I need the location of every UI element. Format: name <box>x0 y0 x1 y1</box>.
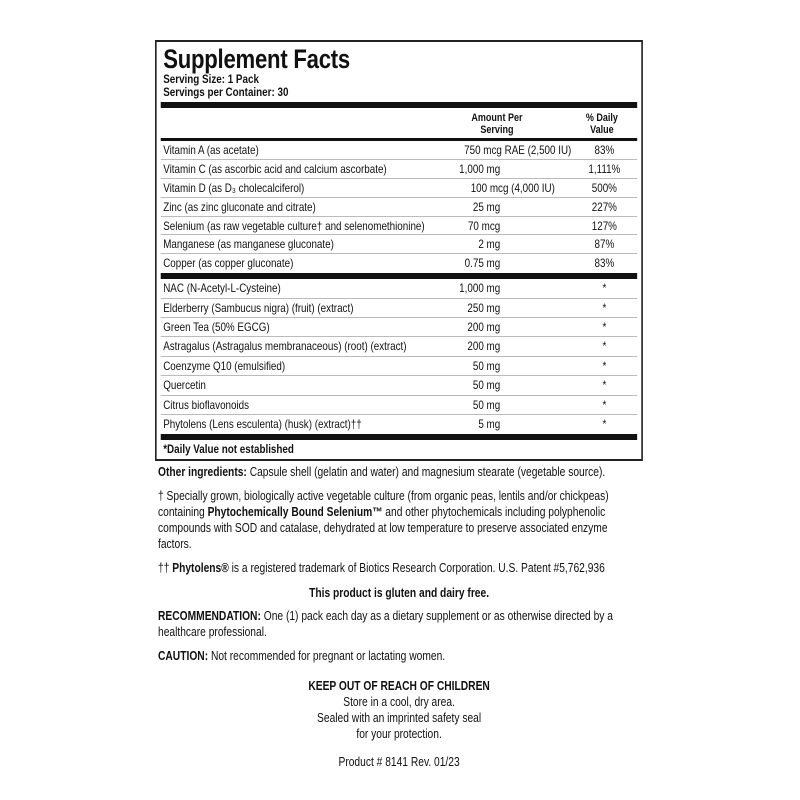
daily-value: 83% <box>594 143 615 157</box>
table-row <box>161 318 637 337</box>
facts-box <box>155 40 643 461</box>
amount-per-serving: 100 mcg (4,000 IU) <box>470 180 555 195</box>
panel-title: Supplement Facts <box>163 44 350 74</box>
amount-per-serving: 2 mg <box>478 237 501 252</box>
bold-text: Phytochemically Bound Selenium™ <box>207 505 383 519</box>
amount-header-line: Amount Per <box>471 112 523 124</box>
nutrient-name: Vitamin C (as ascorbic acid and calcium ascorbate) <box>163 161 387 176</box>
amount-per-serving: 25 mg <box>472 199 501 214</box>
text: is a registered trademark of Biotics Research Corporation. U.S. Patent #5,762,936 <box>228 561 605 575</box>
daily-value: 1,111% <box>588 161 621 176</box>
daily-value: * <box>602 397 607 412</box>
nutrient-name: NAC (N-Acetyl-L-Cysteine) <box>163 281 281 296</box>
nutrient-name: Green Tea (50% EGCG) <box>163 320 270 335</box>
daily-value: 227% <box>591 199 617 214</box>
product-number: Product # 8141 Rev. 01/23 <box>338 755 460 769</box>
vitamins-section <box>157 141 642 273</box>
nutrient-name: Manganese (as manganese gluconate) <box>163 237 334 252</box>
recommendation <box>158 608 640 640</box>
amount-per-serving: 5 mg <box>478 416 501 431</box>
daily-value: 127% <box>591 218 617 233</box>
storage-info <box>158 678 640 742</box>
divider <box>161 434 637 440</box>
nutrient-name: Vitamin A (as acetate) <box>163 143 259 157</box>
table-row <box>161 179 637 198</box>
daily-value: * <box>602 339 607 354</box>
nutrient-name: Citrus bioflavonoids <box>163 397 250 412</box>
supplement-facts-panel <box>155 40 643 461</box>
bold-text: Phytolens® <box>172 561 229 575</box>
caution <box>158 648 640 664</box>
table-row <box>161 217 637 236</box>
table-header <box>157 108 642 138</box>
amount-per-serving: 50 mg <box>472 397 501 412</box>
amount-header-line: Serving <box>480 124 514 136</box>
amount-per-serving: 50 mg <box>472 358 501 373</box>
text: † Specially grown, biologically active vegetable culture (from organic peas, lentils and/or chickpeas) containing <box>158 489 609 519</box>
table-row <box>161 299 637 318</box>
text: One (1) pack each day as a dietary supplement or as otherwise directed by a healthcare professional. <box>158 609 613 639</box>
amount-per-serving: 1,000 mg <box>459 281 501 296</box>
storage-heading: KEEP OUT OF REACH OF CHILDREN <box>308 679 490 693</box>
nutrient-name: Coenzyme Q10 (emulsified) <box>163 358 286 373</box>
gluten-note <box>158 585 640 601</box>
table-row <box>161 235 637 254</box>
table-row <box>161 396 637 415</box>
amount-per-serving: 1,000 mg <box>459 161 501 176</box>
servings-per-container: Servings per Container: 30 <box>163 85 289 99</box>
storage-line: Store in a cool, dry area. <box>343 695 455 709</box>
daily-value: * <box>602 300 607 315</box>
other-ingredients-section <box>157 279 642 434</box>
dv-header-line: Value <box>590 124 614 136</box>
table-row <box>161 337 637 356</box>
daily-value: * <box>602 281 607 296</box>
table-row <box>161 357 637 376</box>
footnote: *Daily Value not established <box>163 442 294 457</box>
dv-header-line: % Daily <box>585 112 618 124</box>
dv-header <box>575 112 629 136</box>
nutrient-name: Copper (as copper gluconate) <box>163 256 294 271</box>
serving-size: Serving Size: 1 Pack <box>163 72 259 86</box>
table-row <box>161 160 637 179</box>
table-row <box>161 198 637 217</box>
daily-value: * <box>602 320 607 335</box>
text: Capsule shell (gelatin and water) and magnesium stearate (vegetable source). <box>246 465 606 479</box>
label: CAUTION: <box>158 649 209 663</box>
double-dagger-note <box>158 560 640 576</box>
daily-value: 83% <box>594 256 615 271</box>
amount-per-serving: 200 mg <box>467 320 501 335</box>
amount-per-serving: 50 mg <box>472 378 501 393</box>
amount-per-serving: 200 mg <box>467 339 501 354</box>
dagger-note <box>158 488 640 552</box>
amount-header <box>444 112 551 136</box>
daily-value: * <box>602 358 607 373</box>
daily-value: 87% <box>594 237 615 252</box>
amount-per-serving: 750 mcg RAE (2,500 IU) <box>464 143 572 157</box>
daily-value: * <box>602 378 607 393</box>
table-row <box>161 254 637 273</box>
table-row <box>161 376 637 395</box>
text: Not recommended for pregnant or lactating women. <box>208 649 446 663</box>
nutrient-name: Astragalus (Astragalus membranaceous) (root) (extract) <box>163 339 407 354</box>
storage-line: for your protection. <box>356 727 442 741</box>
label: Other ingredients: <box>158 465 247 479</box>
nutrient-name: Zinc (as zinc gluconate and citrate) <box>163 199 316 214</box>
text: and other phytochemicals including polyphenolic compounds with SOD and catalase, dehydrated at low temperature to preserve associated enzyme factors. <box>158 505 608 551</box>
table-row <box>161 279 637 298</box>
nutrient-name: Phytolens (Lens esculenta) (husk) (extract)†† <box>163 416 362 431</box>
storage-line: Sealed with an imprinted safety seal <box>317 711 482 725</box>
table-row <box>161 141 637 160</box>
label: RECOMMENDATION: <box>158 609 261 623</box>
other-ingredients <box>158 464 640 480</box>
text: †† <box>158 561 173 575</box>
label-text <box>158 464 640 770</box>
nutrient-name: Elderberry (Sambucus nigra) (fruit) (extract) <box>163 300 354 315</box>
nutrient-name: Vitamin D (as D₃ cholecalciferol) <box>163 180 305 195</box>
amount-per-serving: 0.75 mg <box>464 256 501 271</box>
daily-value: * <box>602 416 607 431</box>
amount-per-serving: 70 mcg <box>467 218 501 233</box>
table-row <box>161 415 637 434</box>
nutrient-name: Quercetin <box>163 378 206 393</box>
daily-value: 500% <box>591 180 617 195</box>
bold-text: This product is gluten and dairy free. <box>309 586 490 600</box>
nutrient-name: Selenium (as raw vegetable culture† and selenomethionine) <box>163 218 425 233</box>
amount-per-serving: 250 mg <box>467 300 501 315</box>
